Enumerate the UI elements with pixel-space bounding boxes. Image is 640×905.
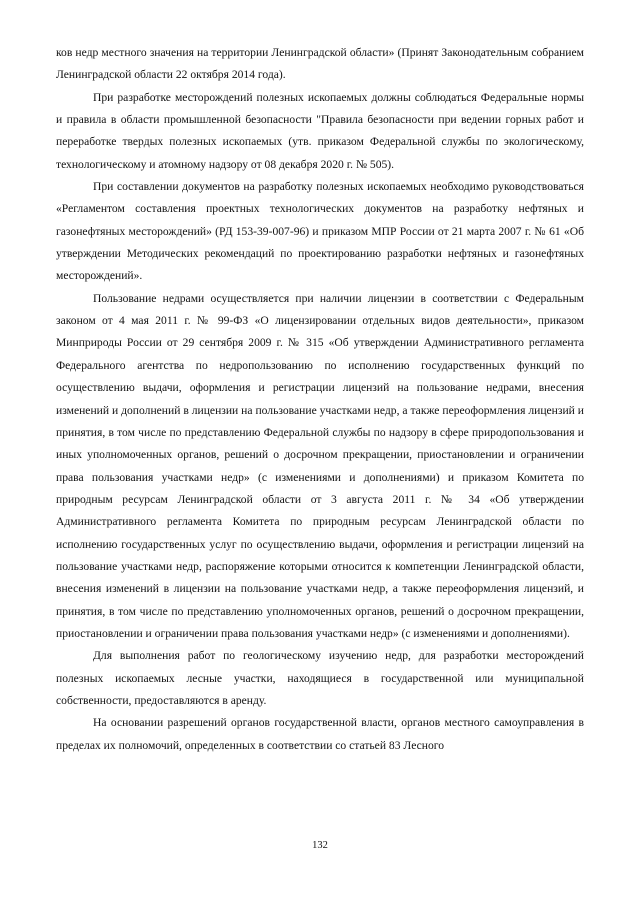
page-number: 132	[312, 840, 328, 851]
paragraph-authority-permits: На основании разрешений органов государственной власти, органов местного самоуправления в пределах их полномочий, определенных в соответствии со статьей 83 Лесного	[56, 716, 584, 752]
paragraph-licensing: Пользование недрами осуществляется при наличии лицензии в соответствии с Федеральным законом от 4 мая 2011 г. № 99-ФЗ «О лицензировании отдельных видов деятельности», приказом Минприроды России от 29 сентября 2009 г. № 315 «Об утверждении Административного регламента Федерального агентства по недропользованию по исполнению государственных функций по осуществлению выдачи, оформления и регистрации лицензий на пользование недрами, внесения изменений и дополнений в лицензии на пользование участками недр, а также переоформления лицензий и принятия, в том числе по представлению Федеральной службы по надзору в сфере природопользования и иных уполномоченных органов, решений о досрочном прекращении, приостановлении и ограничении права пользования участками недр» (с изменениями и дополнениями) и приказом Комитета по природным ресурсам Ленинградской области от 3 августа 2011 г. № 34 «Об утверждении Административного регламента Комитета по природным ресурсам Ленинградской области по исполнению государственных услуг по осуществлению выдачи, оформления и регистрации лицензий на пользование участками недр, распоряжение которыми относится к компетенции Ленинградской области, внесения изменений в лицензии на пользование участками недр, а также переоформления лицензий, и принятия, в том числе по представлению уполномоченных органов, решений о досрочном прекращении, приостановлении и ограничении права пользования участками недр» (с изменениями и дополнениями).	[56, 291, 584, 640]
body-text	[56, 42, 584, 757]
paragraph-continuation: ков недр местного значения на территории Ленинградской области» (Принят Законодательным собранием Ленинградской области 22 октября 2014 года).	[56, 46, 584, 82]
paragraph-project-documents: При составлении документов на разработку полезных ископаемых необходимо руководствоваться «Регламентом составления проектных технологических документов на разработку нефтяных и газонефтяных месторождений» (РД 153-39-007-96) и приказом МПР России от 21 марта 2007 г. № 61 «Об утверждении Методических рекомендаций по проектированию разработки нефтяных и газонефтяных месторождений».	[56, 180, 584, 283]
paragraph-safety-rules: При разработке месторождений полезных ископаемых должны соблюдаться Федеральные нормы и правила в области промышленной безопасности "Правила безопасности при ведении горных работ и переработке твердых полезных ископаемых (утв. приказом Федеральной службы по экологическому, технологическому и атомному надзору от 08 декабря 2020 г. № 505).	[56, 90, 584, 171]
paragraph-forest-lease: Для выполнения работ по геологическому изучению недр, для разработки месторождений полезных ископаемых лесные участки, находящиеся в государственной или муниципальной собственности, предоставляются в аренду.	[56, 649, 584, 707]
